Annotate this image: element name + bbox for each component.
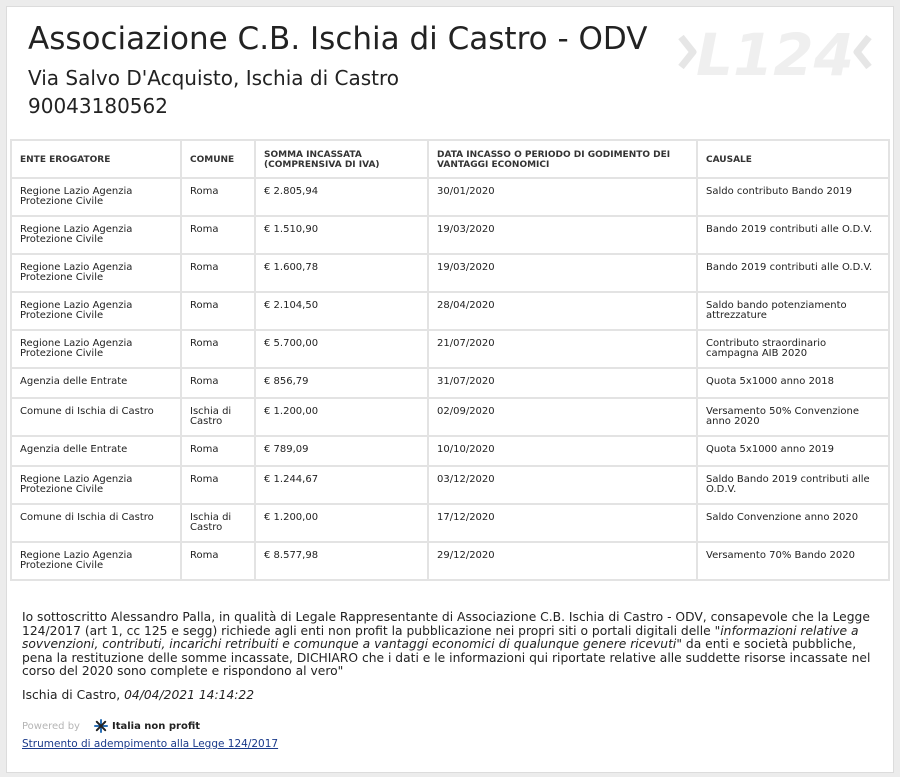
- cell-data: 02/09/2020: [428, 398, 697, 436]
- table-row: [11, 542, 889, 580]
- cell-comune: Ischia di Castro: [181, 504, 255, 542]
- table-body: [11, 178, 889, 580]
- cell-somma: € 1.200,00: [255, 504, 428, 542]
- cell-data: 30/01/2020: [428, 178, 697, 216]
- cell-comune: Roma: [181, 254, 255, 292]
- cell-ente: Regione Lazio Agenzia Protezione Civile: [11, 178, 181, 216]
- cell-causale: Saldo bando potenziamento attrezzature: [697, 292, 889, 330]
- declaration-section: [22, 611, 882, 703]
- place-text: Ischia di Castro,: [22, 687, 125, 702]
- italia-non-profit-logo-text: Italia non profit: [111, 720, 201, 732]
- column-header-somma: SOMMA INCASSATA (COMPRENSIVA DI IVA): [255, 140, 428, 178]
- column-header-causale: CAUSALE: [697, 140, 889, 178]
- cell-comune: Roma: [181, 216, 255, 254]
- table-row: [11, 398, 889, 436]
- cell-ente: Regione Lazio Agenzia Protezione Civile: [11, 466, 181, 504]
- column-header-ente: ENTE EROGATORE: [11, 140, 181, 178]
- table-row: [11, 368, 889, 398]
- cell-somma: € 856,79: [255, 368, 428, 398]
- cell-ente: Agenzia delle Entrate: [11, 368, 181, 398]
- table-header-row: [11, 140, 889, 178]
- organization-header: [28, 19, 647, 120]
- cell-causale: Versamento 70% Bando 2020: [697, 542, 889, 580]
- watermark-text: L124: [695, 21, 855, 85]
- cell-somma: € 5.700,00: [255, 330, 428, 368]
- powered-by-label: Powered by: [22, 720, 80, 732]
- cell-ente: Regione Lazio Agenzia Protezione Civile: [11, 254, 181, 292]
- cell-comune: Roma: [181, 178, 255, 216]
- cell-comune: Roma: [181, 466, 255, 504]
- column-header-data: DATA INCASSO O PERIODO DI GODIMENTO DEI VANTAGGI ECONOMICI: [428, 140, 697, 178]
- cell-causale: Quota 5x1000 anno 2019: [697, 436, 889, 466]
- cell-somma: € 1.200,00: [255, 398, 428, 436]
- l124-watermark-logo: [677, 19, 873, 85]
- cell-somma: € 1.600,78: [255, 254, 428, 292]
- cell-comune: Ischia di Castro: [181, 398, 255, 436]
- organization-address: Via Salvo D'Acquisto, Ischia di Castro: [28, 66, 399, 90]
- cell-ente: Agenzia delle Entrate: [11, 436, 181, 466]
- declaration-statement: [22, 611, 882, 679]
- compliance-tool-link[interactable]: Strumento di adempimento alla Legge 124/2017: [22, 738, 279, 750]
- cell-data: 21/07/2020: [428, 330, 697, 368]
- organization-name: Associazione C.B. Ischia di Castro - ODV: [28, 21, 648, 57]
- cell-data: 10/10/2020: [428, 436, 697, 466]
- cell-ente: Regione Lazio Agenzia Protezione Civile: [11, 542, 181, 580]
- cell-data: 29/12/2020: [428, 542, 697, 580]
- cell-somma: € 8.577,98: [255, 542, 428, 580]
- table-row: [11, 466, 889, 504]
- table-row: [11, 254, 889, 292]
- table-row: [11, 292, 889, 330]
- cell-somma: € 1.510,90: [255, 216, 428, 254]
- cell-data: 28/04/2020: [428, 292, 697, 330]
- cell-data: 31/07/2020: [428, 368, 697, 398]
- cell-data: 19/03/2020: [428, 216, 697, 254]
- cell-somma: € 2.104,50: [255, 292, 428, 330]
- cell-data: 03/12/2020: [428, 466, 697, 504]
- column-header-comune: COMUNE: [181, 140, 255, 178]
- cell-causale: Bando 2019 contributi alle O.D.V.: [697, 216, 889, 254]
- statement-prefix: Io sottoscritto Alessandro Palla, in qualità di Legale Rappresentante di Associazione C.B. Ischia di Castro - ODV, consapevole che la Legge 124/2017 (art 1, cc 125 e segg) richiede agli enti non profit la pubblicazione nei propri siti o portali digitali delle ": [22, 610, 870, 638]
- table-row: [11, 436, 889, 466]
- cell-comune: Roma: [181, 542, 255, 580]
- cell-comune: Roma: [181, 368, 255, 398]
- table-row: [11, 216, 889, 254]
- cell-comune: Roma: [181, 330, 255, 368]
- cell-comune: Roma: [181, 292, 255, 330]
- cell-data: 17/12/2020: [428, 504, 697, 542]
- cell-ente: Regione Lazio Agenzia Protezione Civile: [11, 216, 181, 254]
- cell-causale: Versamento 50% Convenzione anno 2020: [697, 398, 889, 436]
- table-row: [11, 330, 889, 368]
- place-and-date: [22, 689, 882, 703]
- cell-causale: Saldo Convenzione anno 2020: [697, 504, 889, 542]
- cell-somma: € 1.244,67: [255, 466, 428, 504]
- cell-comune: Roma: [181, 436, 255, 466]
- cell-ente: Regione Lazio Agenzia Protezione Civile: [11, 330, 181, 368]
- cell-causale: Saldo Bando 2019 contributi alle O.D.V.: [697, 466, 889, 504]
- transparency-card: [6, 6, 894, 773]
- cell-causale: Saldo contributo Bando 2019: [697, 178, 889, 216]
- statement-suffix: " da enti e società pubbliche, pena la restituzione delle somme incassate, DICHIARO che i dati e le informazioni qui riportate relative alle suddette risorse incassate nel corso del 2020 sono complete e rispondono al vero": [22, 637, 871, 679]
- funding-table: [10, 139, 890, 581]
- powered-by: [22, 719, 200, 733]
- cell-data: 19/03/2020: [428, 254, 697, 292]
- cell-ente: Regione Lazio Agenzia Protezione Civile: [11, 292, 181, 330]
- cell-ente: Comune di Ischia di Castro: [11, 398, 181, 436]
- cell-somma: € 2.805,94: [255, 178, 428, 216]
- cell-causale: Contributo straordinario campagna AIB 2020: [697, 330, 889, 368]
- cell-causale: Bando 2019 contributi alle O.D.V.: [697, 254, 889, 292]
- statement-quote: informazioni relative a sovvenzioni, contributi, incarichi retribuiti e comunque a vantaggi economici di qualunque genere ricevuti: [22, 623, 859, 652]
- declaration-datetime: 04/04/2021 14:14:22: [124, 687, 255, 702]
- organization-tax-code: 90043180562: [28, 94, 168, 118]
- cell-somma: € 789,09: [255, 436, 428, 466]
- italia-non-profit-star-icon: [94, 719, 108, 733]
- table-row: [11, 504, 889, 542]
- cell-causale: Quota 5x1000 anno 2018: [697, 368, 889, 398]
- table-row: [11, 178, 889, 216]
- cell-ente: Comune di Ischia di Castro: [11, 504, 181, 542]
